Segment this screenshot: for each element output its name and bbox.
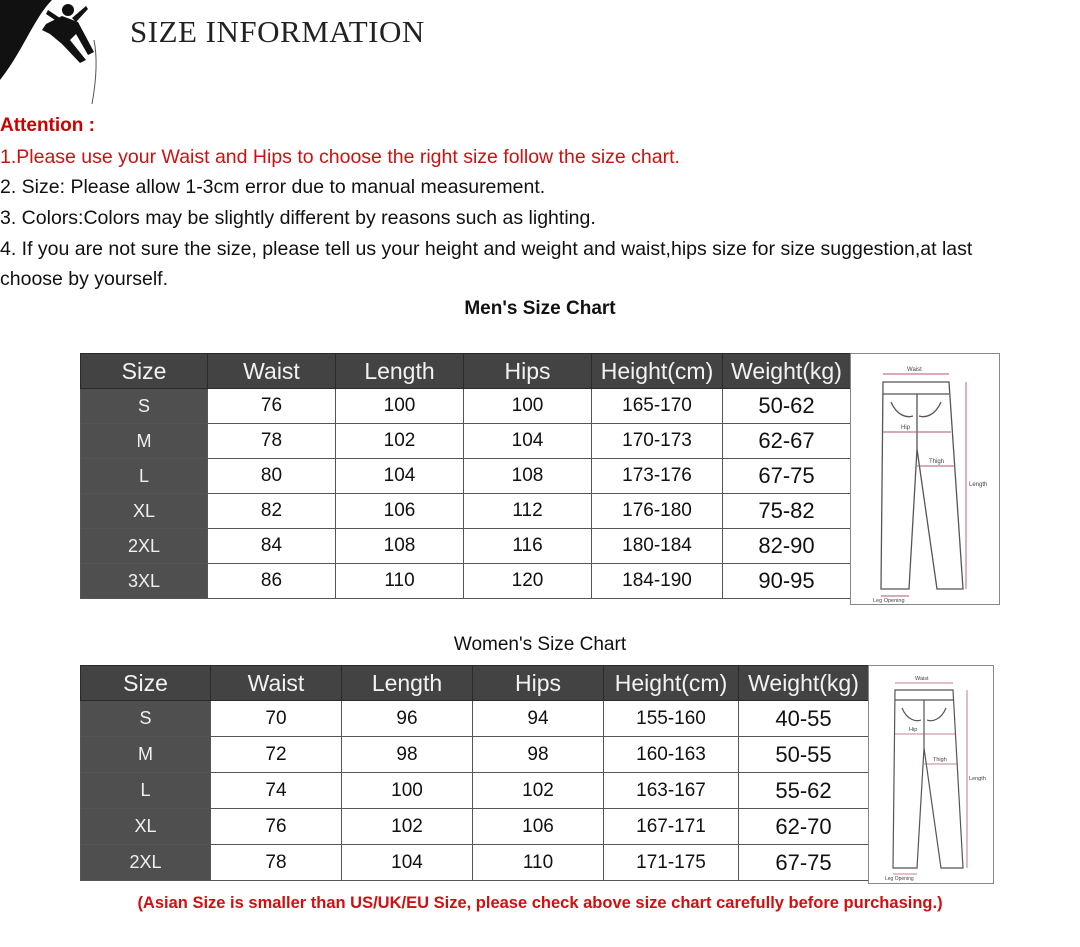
table-row: [81, 529, 851, 564]
header-size: Size: [81, 666, 211, 701]
waist-cell: 70: [211, 701, 342, 737]
hips-cell: 108: [464, 459, 592, 494]
size-cell: 3XL: [81, 564, 208, 599]
waist-cell: 72: [211, 737, 342, 773]
womens-size-table: [80, 665, 869, 881]
weight-cell: 40-55: [739, 701, 869, 737]
diagram-hip-label: Hip: [901, 425, 911, 431]
height-cell: 180-184: [592, 529, 723, 564]
header-size: Size: [81, 354, 208, 389]
attention-note-4-continued: choose by yourself.: [0, 268, 169, 290]
header-waist: Waist: [211, 666, 342, 701]
waist-cell: 82: [208, 494, 336, 529]
header-height: Height(cm): [592, 354, 723, 389]
attention-note-4: 4. If you are not sure the size, please tell us your height and weight and waist,hips size for size suggestion,at last: [0, 238, 973, 260]
diagram-leg-opening-label: Leg Opening: [885, 876, 914, 882]
diagram-leg-opening-label: Leg Opening: [873, 598, 905, 604]
table-row: [81, 424, 851, 459]
diagram-hip-label: Hip: [909, 727, 918, 733]
size-cell: M: [81, 424, 208, 459]
height-cell: 171-175: [604, 845, 739, 881]
size-cell: L: [81, 459, 208, 494]
waist-cell: 76: [208, 389, 336, 424]
hips-cell: 98: [473, 737, 604, 773]
length-cell: 110: [336, 564, 464, 599]
waist-cell: 86: [208, 564, 336, 599]
size-cell: S: [81, 389, 208, 424]
table-row: [81, 809, 869, 845]
table-row: [81, 701, 869, 737]
weight-cell: 62-70: [739, 809, 869, 845]
size-cell: S: [81, 701, 211, 737]
weight-cell: 55-62: [739, 773, 869, 809]
header-weight: Weight(kg): [739, 666, 869, 701]
waist-cell: 76: [211, 809, 342, 845]
weight-cell: 67-75: [739, 845, 869, 881]
weight-cell: 50-55: [739, 737, 869, 773]
height-cell: 163-167: [604, 773, 739, 809]
hips-cell: 102: [473, 773, 604, 809]
hips-cell: 94: [473, 701, 604, 737]
waist-cell: 80: [208, 459, 336, 494]
attention-note-2: 2. Size: Please allow 1-3cm error due to manual measurement.: [0, 176, 546, 198]
diagram-thigh-label: Thigh: [933, 757, 947, 763]
height-cell: 165-170: [592, 389, 723, 424]
table-row: [81, 564, 851, 599]
page-title: SIZE INFORMATION: [130, 14, 425, 49]
height-cell: 155-160: [604, 701, 739, 737]
pants-measurement-icon: [869, 666, 993, 883]
weight-cell: 67-75: [723, 459, 851, 494]
hips-cell: 116: [464, 529, 592, 564]
length-cell: 102: [336, 424, 464, 459]
hips-cell: 106: [473, 809, 604, 845]
weight-cell: 50-62: [723, 389, 851, 424]
height-cell: 176-180: [592, 494, 723, 529]
diagram-waist-label: Waist: [915, 676, 929, 682]
length-cell: 104: [342, 845, 473, 881]
hips-cell: 110: [473, 845, 604, 881]
diagram-thigh-label: Thigh: [929, 459, 945, 465]
size-cell: M: [81, 737, 211, 773]
womens-chart-title: Women's Size Chart: [453, 634, 627, 655]
length-cell: 102: [342, 809, 473, 845]
length-cell: 108: [336, 529, 464, 564]
length-cell: 106: [336, 494, 464, 529]
height-cell: 170-173: [592, 424, 723, 459]
header-weight: Weight(kg): [723, 354, 851, 389]
size-cell: XL: [81, 494, 208, 529]
length-cell: 100: [336, 389, 464, 424]
table-row: [81, 773, 869, 809]
header-hips: Hips: [464, 354, 592, 389]
womens-header-row: [81, 666, 869, 701]
mens-chart-title: Men's Size Chart: [464, 298, 616, 319]
table-row: [81, 459, 851, 494]
table-row: [81, 737, 869, 773]
weight-cell: 62-67: [723, 424, 851, 459]
hips-cell: 104: [464, 424, 592, 459]
table-row: [81, 845, 869, 881]
hips-cell: 120: [464, 564, 592, 599]
length-cell: 96: [342, 701, 473, 737]
attention-heading: Attention :: [0, 115, 95, 136]
size-cell: XL: [81, 809, 211, 845]
weight-cell: 82-90: [723, 529, 851, 564]
height-cell: 167-171: [604, 809, 739, 845]
header-length: Length: [336, 354, 464, 389]
length-cell: 98: [342, 737, 473, 773]
length-cell: 104: [336, 459, 464, 494]
climber-logo-icon: [0, 0, 110, 105]
asian-size-warning: (Asian Size is smaller than US/UK/EU Size, please check above size chart carefully before purchasing.): [137, 894, 943, 912]
weight-cell: 90-95: [723, 564, 851, 599]
waist-cell: 78: [211, 845, 342, 881]
height-cell: 160-163: [604, 737, 739, 773]
waist-cell: 84: [208, 529, 336, 564]
table-row: [81, 389, 851, 424]
header-hips: Hips: [473, 666, 604, 701]
hips-cell: 112: [464, 494, 592, 529]
size-cell: 2XL: [81, 529, 208, 564]
waist-cell: 78: [208, 424, 336, 459]
mens-size-table: [80, 353, 851, 599]
mens-header-row: [81, 354, 851, 389]
diagram-waist-label: Waist: [907, 367, 922, 373]
header-length: Length: [342, 666, 473, 701]
height-cell: 184-190: [592, 564, 723, 599]
height-cell: 173-176: [592, 459, 723, 494]
header-waist: Waist: [208, 354, 336, 389]
hips-cell: 100: [464, 389, 592, 424]
womens-pants-diagram: [868, 665, 994, 884]
weight-cell: 75-82: [723, 494, 851, 529]
mens-pants-diagram: [850, 353, 1000, 605]
header-height: Height(cm): [604, 666, 739, 701]
size-cell: 2XL: [81, 845, 211, 881]
attention-note-3: 3. Colors:Colors may be slightly different by reasons such as lighting.: [0, 207, 596, 229]
waist-cell: 74: [211, 773, 342, 809]
diagram-length-label: Length: [969, 482, 988, 488]
length-cell: 100: [342, 773, 473, 809]
diagram-length-label: Length: [969, 776, 986, 782]
pants-measurement-icon: [851, 354, 999, 604]
size-cell: L: [81, 773, 211, 809]
attention-note-1: 1.Please use your Waist and Hips to choose the right size follow the size chart.: [0, 146, 680, 168]
table-row: [81, 494, 851, 529]
